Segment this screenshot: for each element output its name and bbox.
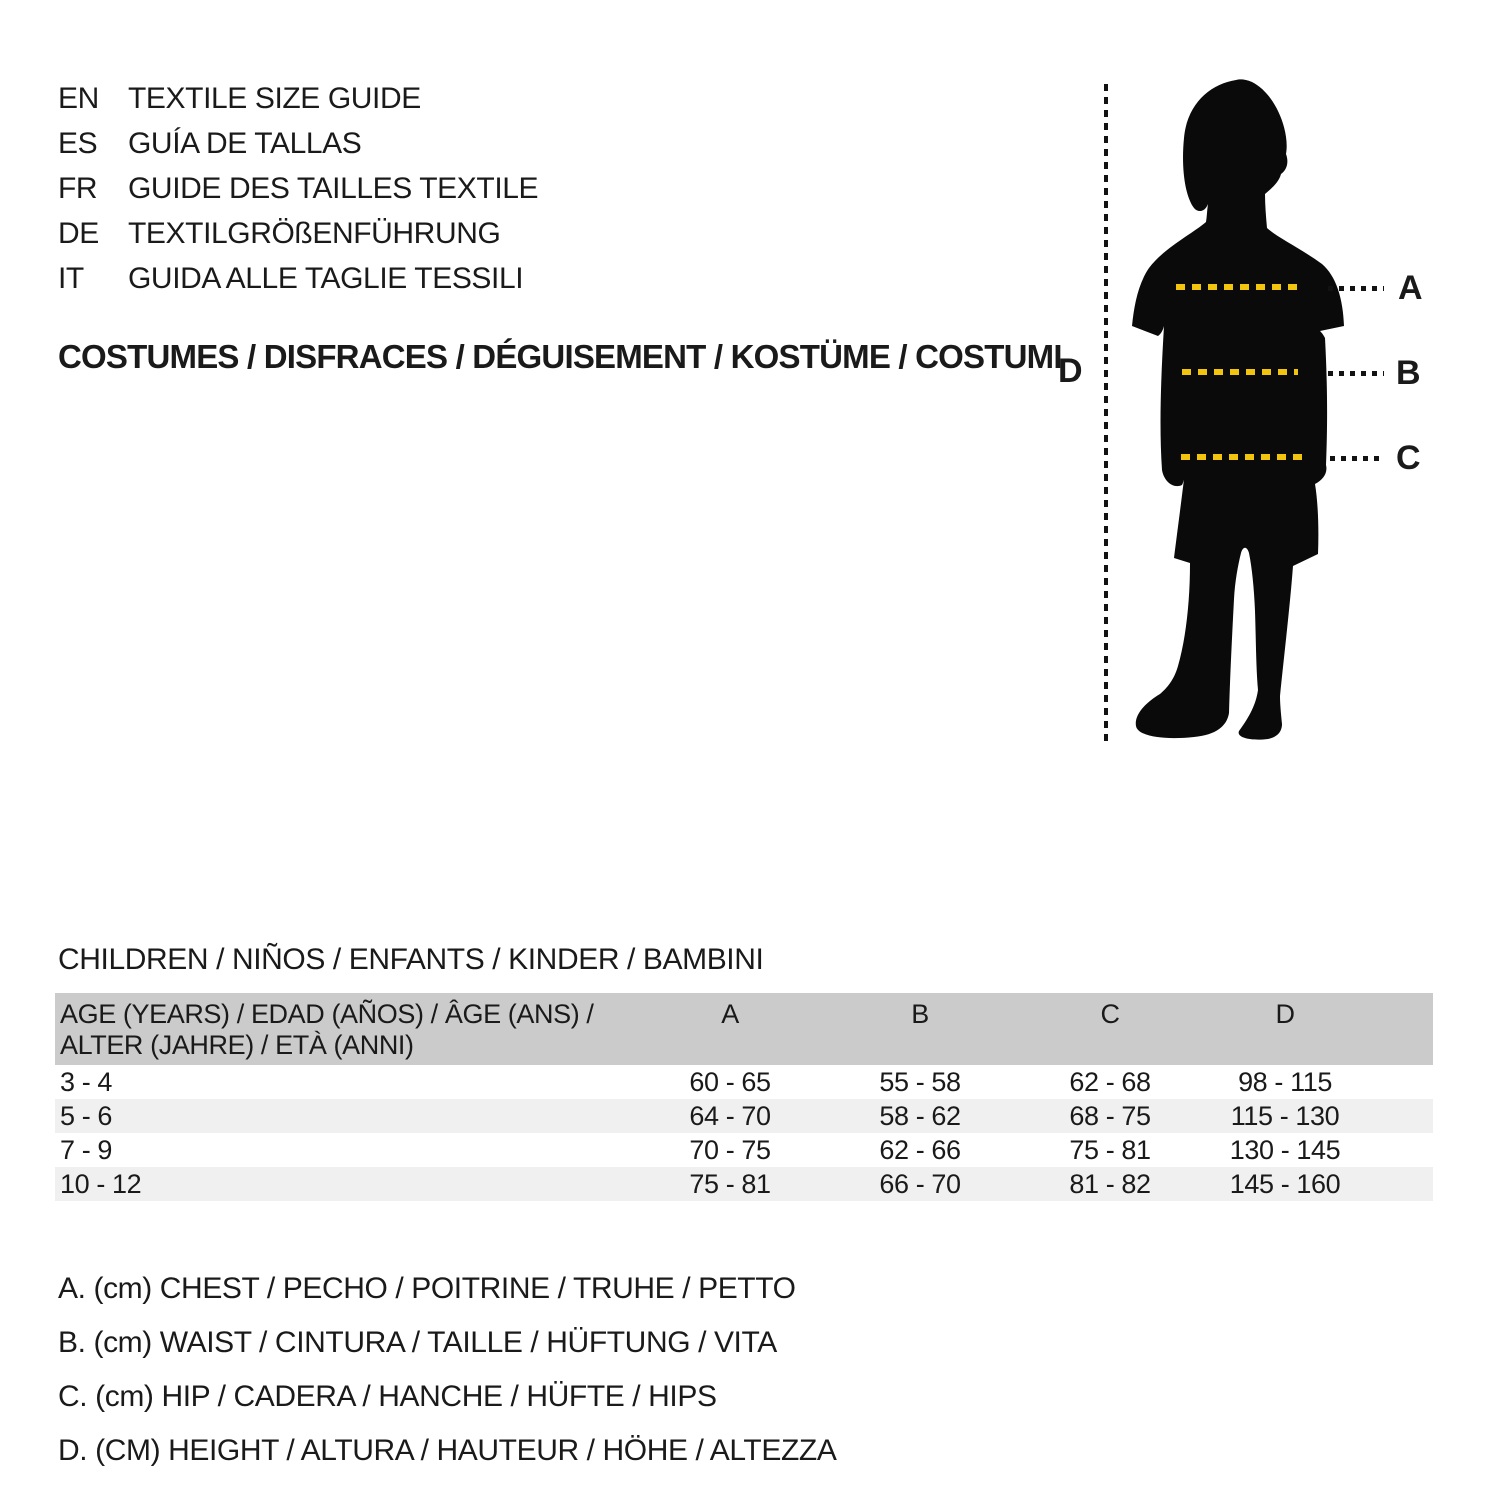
hip-range: 75 - 81 bbox=[1069, 1134, 1151, 1165]
language-code: FR bbox=[58, 172, 98, 205]
language-title: TEXTILE SIZE GUIDE bbox=[128, 82, 421, 115]
size-table bbox=[55, 993, 1433, 1201]
category-title: COSTUMES / DISFRACES / DÉGUISEMENT / KOSTÜME / COSTUMI bbox=[58, 338, 1062, 375]
legend-waist: B. (cm) WAIST / CINTURA / TAILLE / HÜFTUNG / VITA bbox=[58, 1326, 777, 1359]
table-row bbox=[55, 1099, 1433, 1133]
child-silhouette bbox=[1128, 76, 1348, 742]
column-header-b: B bbox=[911, 999, 929, 1029]
chest-range: 75 - 81 bbox=[689, 1168, 771, 1199]
height-range: 115 - 130 bbox=[1230, 1100, 1340, 1131]
table-row bbox=[55, 1133, 1433, 1167]
header-spacer bbox=[1365, 993, 1433, 999]
waist-range: 58 - 62 bbox=[879, 1100, 961, 1131]
chest-range: 64 - 70 bbox=[689, 1100, 771, 1131]
table-row bbox=[55, 1065, 1433, 1099]
language-title: GUIDA ALLE TAGLIE TESSILI bbox=[128, 262, 524, 295]
language-title-list bbox=[58, 76, 538, 301]
legend-hip: C. (cm) HIP / CADERA / HANCHE / HÜFTE / HIPS bbox=[58, 1380, 717, 1413]
chest-connector-line bbox=[1328, 286, 1384, 291]
waist-range: 66 - 70 bbox=[879, 1168, 961, 1199]
chest-label-a: A bbox=[1398, 269, 1423, 307]
column-header-d: D bbox=[1275, 999, 1295, 1029]
waist-measure-line bbox=[1182, 369, 1298, 375]
language-row bbox=[58, 76, 538, 121]
age-column-header bbox=[55, 993, 635, 1061]
language-row bbox=[58, 256, 538, 301]
age-value: 3 - 4 bbox=[60, 1066, 113, 1097]
age-header-line1: AGE (YEARS) / EDAD (AÑOS) / ÂGE (ANS) / bbox=[60, 999, 594, 1029]
language-code: DE bbox=[58, 217, 99, 250]
section-title-children: CHILDREN / NIÑOS / ENFANTS / KINDER / BAMBINI bbox=[58, 943, 764, 976]
hip-measure-line bbox=[1181, 454, 1303, 460]
height-range: 145 - 160 bbox=[1229, 1168, 1341, 1199]
waist-label-b: B bbox=[1396, 354, 1421, 392]
age-value: 5 - 6 bbox=[60, 1100, 113, 1131]
table-header-row bbox=[55, 993, 1433, 1065]
language-code: EN bbox=[58, 82, 99, 115]
table-row bbox=[55, 1167, 1433, 1201]
age-value: 10 - 12 bbox=[60, 1168, 142, 1199]
column-header-a: A bbox=[721, 999, 739, 1029]
chest-measure-line bbox=[1176, 284, 1304, 290]
language-code: ES bbox=[58, 127, 98, 160]
legend-chest: A. (cm) CHEST / PECHO / POITRINE / TRUHE / PETTO bbox=[58, 1272, 796, 1305]
hip-connector-line bbox=[1330, 456, 1382, 461]
waist-range: 55 - 58 bbox=[879, 1066, 961, 1097]
waist-connector-line bbox=[1328, 371, 1384, 376]
height-range: 130 - 145 bbox=[1229, 1134, 1341, 1165]
waist-range: 62 - 66 bbox=[879, 1134, 961, 1165]
legend-height: D. (CM) HEIGHT / ALTURA / HAUTEUR / HÖHE / ALTEZZA bbox=[58, 1434, 837, 1467]
hip-range: 68 - 75 bbox=[1069, 1100, 1151, 1131]
language-title: GUÍA DE TALLAS bbox=[128, 127, 362, 160]
height-measure-line bbox=[1104, 84, 1108, 742]
hip-range: 81 - 82 bbox=[1069, 1168, 1151, 1199]
chest-range: 60 - 65 bbox=[689, 1066, 771, 1097]
language-row bbox=[58, 121, 538, 166]
column-header-c: C bbox=[1100, 999, 1120, 1029]
language-row bbox=[58, 211, 538, 256]
language-row bbox=[58, 166, 538, 211]
language-title: TEXTILGRÖßENFÜHRUNG bbox=[128, 217, 501, 250]
age-value: 7 - 9 bbox=[60, 1134, 113, 1165]
language-code: IT bbox=[58, 262, 84, 295]
measurement-legend bbox=[58, 1262, 836, 1478]
hip-range: 62 - 68 bbox=[1069, 1066, 1151, 1097]
hip-label-c: C bbox=[1396, 439, 1421, 477]
age-header-line2: ALTER (JAHRE) / ETÀ (ANNI) bbox=[60, 1030, 414, 1060]
height-label-d: D bbox=[1058, 352, 1083, 390]
chest-range: 70 - 75 bbox=[689, 1134, 771, 1165]
height-range: 98 - 115 bbox=[1238, 1066, 1332, 1097]
language-title: GUIDE DES TAILLES TEXTILE bbox=[128, 172, 539, 205]
